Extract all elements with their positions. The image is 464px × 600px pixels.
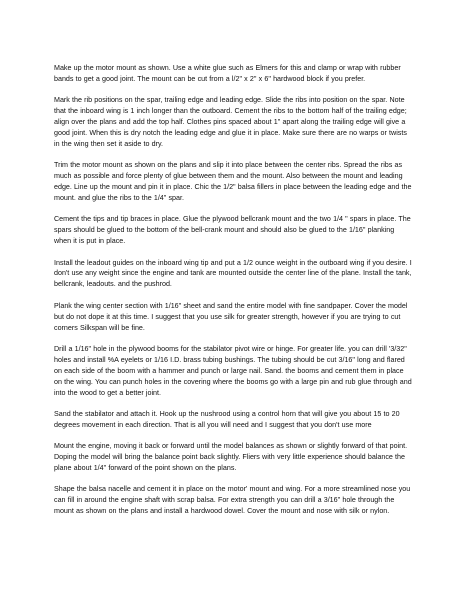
paragraph-tips-and-braces: Cement the tips and tip braces in place. Glue the plywood bellcrank mount and the two 1/4 " spars in place. The spars should be glued to the bottom of the bell-crank mount and should also be glued to the 1/16" planking when it is put in place. [54,215,411,246]
paragraph-motor-mount: Make up the motor mount as shown. Use a white glue such as Elmers for this and clamp or wrap with rubber bands to get a good joint. The mount can be cut from a l/2" x 2" x 6" hardwood block if you prefer. [54,64,401,83]
paragraph-drill-booms: Drill a 1/16" hole in the plywood booms for the stabilator pivot wire or hinge. For greater life. you can drill '3/32" holes and install %A eyelets or 1/16 I.D. brass tubing bushings. The tubing should be cut 3/16" long and flared on each side of the boom with a hammer and punch or large nail. Sand. the booms and cement them in place on the wing. You can punch holes in the covering where the booms go with a large pin and rub glue through and into the wood to get a better joint. [54,344,412,397]
paragraph-nacelle: Shape the balsa nacelle and cement it in place on the motor' mount and wing. For a more streamlined nose you can fill in around the engine shaft with scrap balsa. For extra strength you can drill a 3/16" hole through the mount as shown on the plans and install a hardwood dowel. Cover the mount and nose with silk or nylon. [54,485,411,516]
paragraph-leadout-guides: Install the leadout guides on the inboard wing tip and put a 1/2 ounce weight in the outboard wing if you desire. I don't use any weight since the engine and tank are mounted outside the center line of the plane. Install the tank, bellcrank, leadouts. and the pushrod. [54,258,412,289]
paragraph-mount-engine: Mount the engine, moving it back or forward until the model balances as shown or slightly forward of that point. Doping the model will bring the balance point back slightly. Fliers with very little experience should balance the plane about 1/4" forward of the point shown on the plans. [54,442,408,473]
paragraph-trim-motor-mount: Trim the motor mount as shown on the plans and slip it into place between the center ribs. Spread the ribs as much as possible and force plenty of glue between them and the mount. Also between the mount and leading edge. Line up the mount and pin it in place. Chic the 1/2" balsa fillers in place between the leading edge and the mount. and glue the ribs to the 1/4" spar. [54,161,412,203]
paragraph-stabilator: Sand the stabilator and attach it. Hook up the nushrood using a control horn that will give you about 15 to 20 degrees movement in each direction. That is all you will need and I suggest that you don't use more [54,409,400,429]
paragraph-rib-positions: Mark the rib positions on the spar, trailing edge and leading edge. Slide the ribs into position on the spar. Note that the inboard wing is 1 inch longer than the outboard. Cement the ribs to the bottom half of the trailing edge; align over the plans and add the top half. Clothes pins spaced about 1" apart along the trailing edge will give a good joint. When this is dry notch the leading edge and glue it in place. Make sure there are no warps or twists in the wing then set it aside to dry. [54,96,407,149]
paragraph-plank-wing: Plank the wing center section with 1/16" sheet and sand the entire model with fine sandpaper. Cover the model but do not dope it at this time. I suggest that you use silk for greater strength, however if you are trying to cut corners Silkspan will be fine. [54,301,408,332]
